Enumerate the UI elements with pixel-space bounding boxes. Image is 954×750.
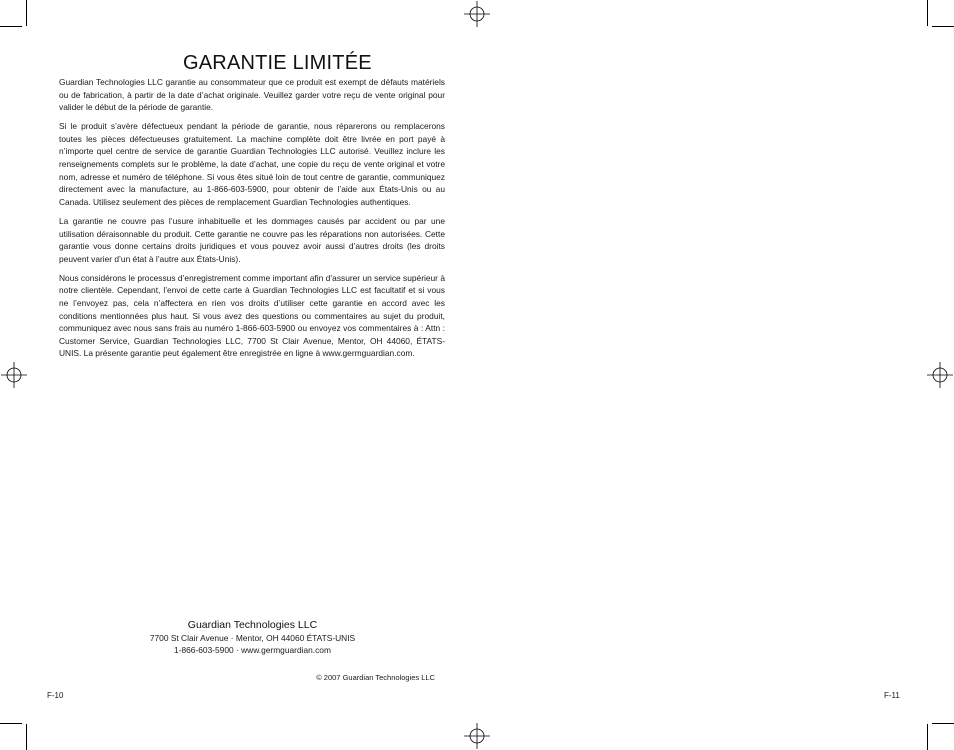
crop-mark-bottom-left-h (0, 723, 22, 724)
warranty-paragraph: Nous considérons le processus d’enregistrement comme important afin d’assurer un service supérieur à notre clientèle. Cependant, l’envoi de cette carte à Guardian Technologies LLC est facultatif et si vous ne l’envoyez pas, cela n’affectera en rien vos droits d’utiliser cette garantie en accord avec les conditions mentionnées plus haut. Si vous avez des questions ou commentaires au sujet du produit, communiquez avec nous sans frais au numéro 1-866-603-5900 ou envoyez vos commentaires à : Attn : Customer Service, Guardian Technologies LLC, 7700 St Clair Avenue, Mentor, OH 44060, ÉTATS-UNIS. La présente garantie peut également être enregistrée en ligne à www.germguardian.com. (59, 272, 445, 359)
footer-address: 7700 St Clair Avenue · Mentor, OH 44060 ÉTATS-UNIS (149, 633, 356, 643)
warranty-paragraph: La garantie ne couvre pas l’usure inhabituelle et les dommages causés par accident ou par une utilisation déraisonnable du produit. Cette garantie ne couvre pas les réparations non autorisées. Cette garantie vous donne certains droits juridiques et vous pouvez avoir aussi d’autres droits (les droits peuvent varier d’un état à l’autre aux États-Unis). (59, 215, 445, 264)
warranty-paragraph: Si le produit s’avère défectueux pendant la période de garantie, nous réparerons ou remplacerons toutes les pièces défectueuses gratuitement. La machine complète doit être livrée en port payé à n’importe quel centre de service de garantie Guardian Technologies LLC autorisé. Veuillez inclure les renseignements complets sur le problème, la date d’achat, une copie du reçu de vente original et votre nom, adresse et numéro de téléphone. Si vous êtes situé loin de tout centre de garantie, communiquez directement avec la manufacture, au 1-866-603-5900, pour obtenir de l’aide aux États-Unis ou au Canada. Utilisez seulement des pièces de remplacement Guardian Technologies authentiques. (59, 121, 445, 207)
crop-mark-bottom-right-h (932, 723, 954, 724)
crop-mark-top-left-h (0, 26, 22, 27)
registration-mark-top-icon (464, 1, 490, 27)
registration-mark-bottom-icon (464, 723, 490, 749)
crop-mark-top-left-v (26, 0, 27, 26)
page-number-left: F-10 (47, 691, 64, 700)
registration-mark-right-icon (927, 362, 953, 388)
crop-mark-top-right-h (932, 26, 954, 27)
footer-company-name: Guardian Technologies LLC (187, 619, 318, 631)
page-title: GARANTIE LIMITÉE (183, 52, 372, 74)
footer-contact: 1-866-603-5900 · www.germguardian.com (174, 645, 331, 655)
copyright-notice: © 2007 Guardian Technologies LLC (316, 673, 435, 682)
warranty-paragraph: Guardian Technologies LLC garantie au consommateur que ce produit est exempt de défauts matériels ou de fabrication, à partir de la date d’achat originale. Veuillez garder votre reçu de vente original pour valider le début de la période de garantie. (59, 77, 445, 113)
page-number-right: F-11 (884, 691, 900, 700)
crop-mark-bottom-right-v (927, 724, 928, 750)
warranty-body (59, 76, 445, 366)
crop-mark-bottom-left-v (26, 724, 27, 750)
crop-mark-top-right-v (927, 0, 928, 26)
registration-mark-left-icon (1, 362, 27, 388)
